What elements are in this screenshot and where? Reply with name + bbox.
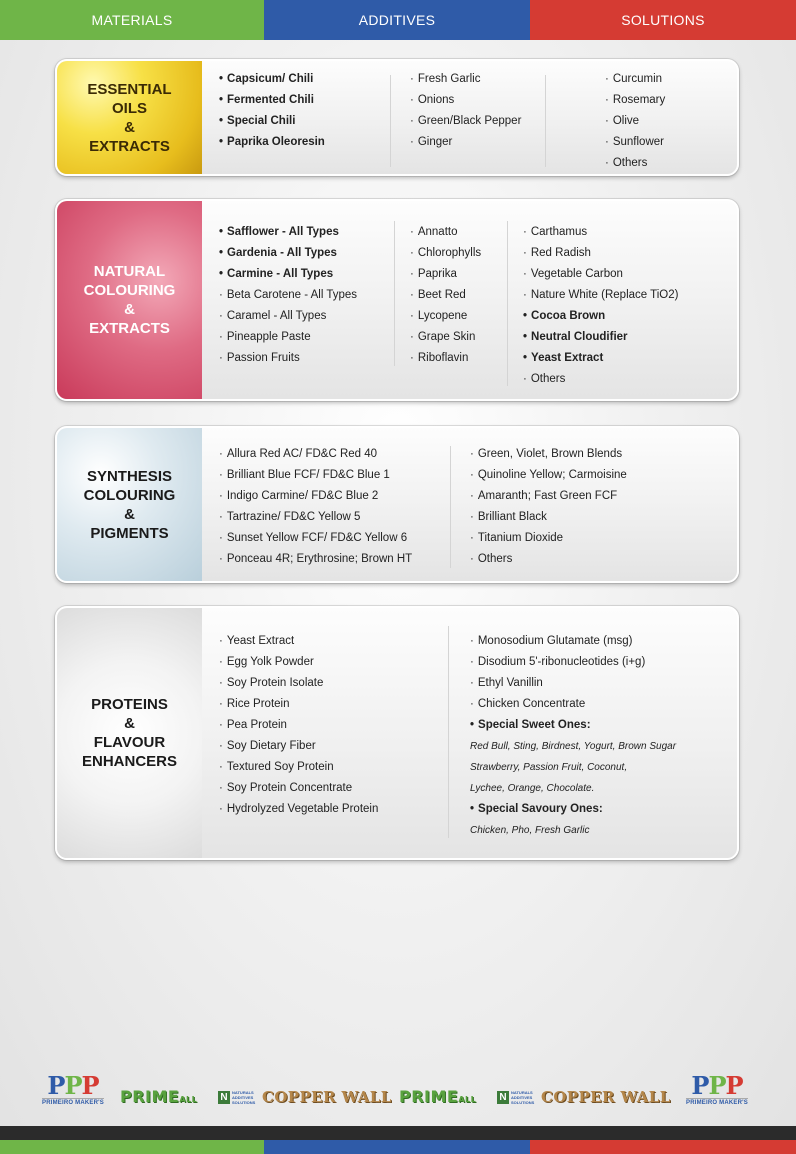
list-item: • Safflower - All Types [219,222,357,243]
section-label-synthesis-colouring [57,428,202,581]
top-tabs [0,0,796,40]
column [470,631,676,841]
list-item: · Brilliant Blue FCF/ FD&C Blue 1 [219,465,412,486]
footer-strip-red [530,1140,796,1154]
list-item: · Green/Black Pepper [410,111,521,132]
column [219,69,325,153]
section-title: ESSENTIAL OILS & EXTRACTS [87,80,172,155]
list-item: • Yeast Extract [523,348,678,369]
list-item: · Ethyl Vanillin [470,673,676,694]
section-title: NATURAL COLOURING & EXTRACTS [83,263,176,337]
list-item: · Beet Red [410,285,481,306]
column [410,222,481,369]
footer-strip-blue [264,1140,530,1154]
list-note: Lychee, Orange, Chocolate. [470,783,595,794]
list-item: · Carthamus [523,222,678,243]
section-synthesis-colouring [55,426,739,583]
section-natural-colouring [55,199,739,401]
list-item: · Rosemary [605,90,665,111]
list-item: · Indigo Carmine/ FD&C Blue 2 [219,486,412,507]
tab-solutions[interactable]: SOLUTIONS [530,0,796,40]
footer-bar [0,1126,796,1140]
list-item: · Hydrolyzed Vegetable Protein [219,799,378,820]
naturals-additives-logo: N NATURALS ADDITIVES SOLUTIONS [218,1090,254,1105]
list-item: · Allura Red AC/ FD&C Red 40 [219,444,412,465]
list-item: · Tartrazine/ FD&C Yellow 5 [219,507,412,528]
naturals-additives-logo: N NATURALS ADDITIVES SOLUTIONS [497,1090,533,1105]
column [523,222,678,390]
list-note: Red Bull, Sting, Birdnest, Yogurt, Brown Sugar [470,741,677,752]
list-item: • Special Sweet Ones: [470,715,676,736]
list-item: • Special Chili [219,111,325,132]
list-item: • Neutral Cloudifier [523,327,678,348]
list-item: · Lycopene [410,306,481,327]
list-item: • Fermented Chili [219,90,325,111]
divider [450,446,451,568]
column [219,222,357,369]
tab-materials[interactable]: MATERIALS [0,0,264,40]
list-item: · Pea Protein [219,715,378,736]
copper-wall-logo: COPPER WALL [262,1088,392,1106]
list-item: · Others [605,153,665,174]
section-title: SYNTHESIS COLOURING & PIGMENTS [83,467,176,542]
ppp-subtitle: PRIMEIRO MAKER'S [686,1100,748,1106]
list-item: · Olive [605,111,665,132]
list-item: • Gardenia - All Types [219,243,357,264]
divider [448,626,449,838]
section-label-natural-colouring [57,201,202,399]
list-item: · Curcumin [605,69,665,90]
list-item: · Pineapple Paste [219,327,357,348]
list-item: · Titanium Dioxide [470,528,627,549]
section-label-proteins-flavour [57,608,202,858]
footer-color-strip [0,1140,796,1154]
ppp-subtitle: PRIMEIRO MAKER'S [42,1100,104,1106]
copper-wall-logo: COPPER WALL [541,1088,671,1106]
list-item: · Riboflavin [410,348,481,369]
primeall-logo: PRIMEALL [399,1087,477,1106]
list-item: • Special Savoury Ones: [470,799,676,820]
list-item: · Rice Protein [219,694,378,715]
list-item: · Textured Soy Protein [219,757,378,778]
list-note: Strawberry, Passion Fruit, Coconut, [470,762,628,773]
list-item: · Chicken Concentrate [470,694,676,715]
list-item: · Onions [410,90,521,111]
list-item: · Sunflower [605,132,665,153]
list-item: · Soy Protein Isolate [219,673,378,694]
section-essential-oils [55,59,739,176]
primeall-logo: PRIMEALL [120,1087,198,1106]
list-item: · Brilliant Black [470,507,627,528]
column [605,69,665,174]
list-item: · Grape Skin [410,327,481,348]
tab-additives[interactable]: ADDITIVES [264,0,530,40]
section-proteins-flavour [55,606,739,860]
ppp-mark: PPP [47,1071,99,1100]
primeiro-makers-logo [42,1071,104,1106]
list-item: · Quinoline Yellow; Carmoisine [470,465,627,486]
ppp-mark: PPP [691,1071,743,1100]
list-item: • Carmine - All Types [219,264,357,285]
list-item: · Passion Fruits [219,348,357,369]
list-item: · Ginger [410,132,521,153]
list-note: Chicken, Pho, Fresh Garlic [470,825,590,836]
list-item: · Fresh Garlic [410,69,521,90]
list-item: · Disodium 5'-ribonucleotides (i+g) [470,652,676,673]
list-item: • Capsicum/ Chili [219,69,325,90]
column [219,631,378,820]
column [410,69,521,153]
list-item: • Paprika Oleoresin [219,132,325,153]
list-item: · Vegetable Carbon [523,264,678,285]
list-item: · Green, Violet, Brown Blends [470,444,627,465]
list-item: · Amaranth; Fast Green FCF [470,486,627,507]
list-item: · Caramel - All Types [219,306,357,327]
list-item: · Soy Dietary Fiber [219,736,378,757]
section-title: PROTEINS & FLAVOUR ENHANCERS [81,696,177,770]
column [470,444,627,570]
divider [507,221,508,386]
list-item: · Red Radish [523,243,678,264]
divider [390,75,391,167]
list-item: · Nature White (Replace TiO2) [523,285,678,306]
list-item: · Soy Protein Concentrate [219,778,378,799]
list-item: · Chlorophylls [410,243,481,264]
divider [394,221,395,366]
list-item: · Egg Yolk Powder [219,652,378,673]
list-item: · Monosodium Glutamate (msg) [470,631,676,652]
divider [545,75,546,167]
list-item: · Beta Carotene - All Types [219,285,357,306]
primeiro-makers-logo [686,1071,748,1106]
list-item: · Yeast Extract [219,631,378,652]
partner-logos [0,1072,796,1112]
column [219,444,412,570]
list-item: · Ponceau 4R; Erythrosine; Brown HT [219,549,412,570]
list-item: · Sunset Yellow FCF/ FD&C Yellow 6 [219,528,412,549]
footer-strip-green [0,1140,264,1154]
list-item: · Annatto [410,222,481,243]
section-label-essential-oils [57,61,202,174]
list-item: · Others [470,549,627,570]
list-item: • Cocoa Brown [523,306,678,327]
list-item: · Others [523,369,678,390]
list-item: · Paprika [410,264,481,285]
